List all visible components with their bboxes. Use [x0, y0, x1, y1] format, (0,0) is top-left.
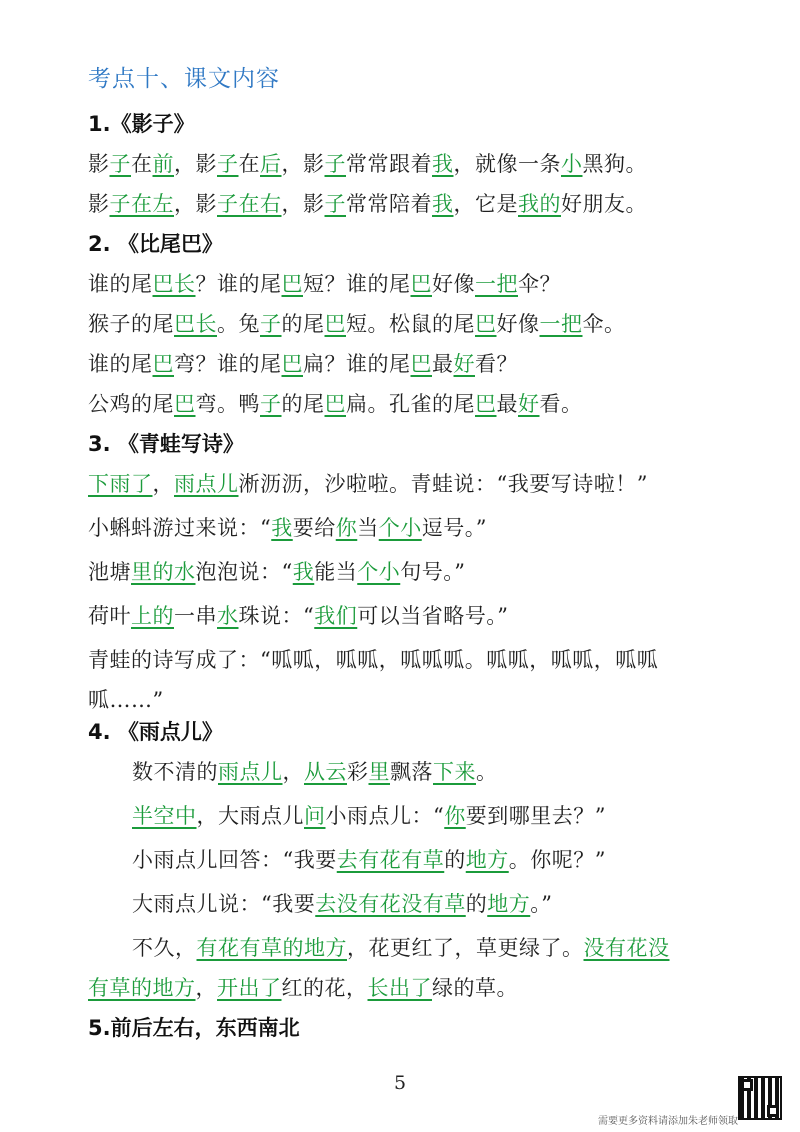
text-line [132, 800, 606, 830]
plain-text: 能当 [314, 560, 358, 584]
plain-text: 最 [432, 352, 454, 376]
highlighted-text: 没有花没 [583, 936, 670, 960]
plain-text: 数不清的 [132, 760, 218, 784]
highlighted-text: 前 [152, 152, 174, 176]
section-heading: 4. 《雨点儿》 [88, 720, 223, 744]
text-line [88, 388, 583, 418]
highlighted-text: 子 [324, 152, 346, 176]
plain-text: 影 [88, 152, 110, 176]
highlighted-text: 里 [368, 760, 390, 784]
highlighted-text: 好 [453, 352, 475, 376]
text-line [88, 556, 466, 586]
highlighted-text: 你 [335, 516, 358, 540]
plain-text: 伞。 [582, 312, 626, 336]
highlighted-text: 巴 [475, 392, 497, 416]
highlighted-text: 下雨了 [88, 472, 153, 496]
highlighted-text: 子 [260, 392, 282, 416]
highlighted-text: 子 [217, 152, 239, 176]
plain-text: 看。 [539, 392, 583, 416]
highlighted-text: 一把 [539, 312, 583, 336]
plain-text: 大雨点儿说：“我要 [132, 892, 316, 916]
plain-text: 不久， [132, 936, 197, 960]
plain-text: 猴子的尾 [88, 312, 174, 336]
plain-text: 。” [530, 892, 553, 916]
plain-text: 黑狗。 [582, 152, 647, 176]
highlighted-text: 里的水 [131, 560, 196, 584]
plain-text: 小雨点儿：“ [325, 804, 445, 828]
highlighted-text: 巴 [324, 312, 346, 336]
plain-text: 小雨点儿回答：“我要 [132, 848, 337, 872]
highlighted-text: 巴 [281, 352, 303, 376]
highlighted-text: 开出了 [217, 976, 282, 1000]
highlighted-text: 我 [292, 560, 315, 584]
plain-text: 谁的尾 [88, 272, 153, 296]
plain-text: 好朋友。 [561, 192, 647, 216]
plain-text: 句号。” [400, 560, 466, 584]
plain-text: 。你呢？” [508, 848, 606, 872]
highlighted-text: 巴 [152, 352, 174, 376]
highlighted-text: 子 [260, 312, 282, 336]
highlighted-text: 巴 [410, 352, 432, 376]
text-line [88, 468, 648, 498]
highlighted-text: 巴 [174, 392, 196, 416]
plain-text: 荷叶 [88, 604, 131, 628]
highlighted-text: 下来 [433, 760, 476, 784]
plain-text: 呱……” [88, 688, 164, 712]
plain-text: ，影 [281, 152, 325, 176]
text-line [88, 972, 518, 1002]
plain-text: 彩 [347, 760, 369, 784]
highlighted-text: 雨点儿 [174, 472, 239, 496]
highlighted-text: 子在右 [217, 192, 282, 216]
plain-text: 公鸡的尾 [88, 392, 174, 416]
plain-text: 伞？ [518, 272, 561, 296]
highlighted-text: 有草的地方 [88, 976, 196, 1000]
highlighted-text: 我 [432, 192, 454, 216]
highlighted-text: 小 [561, 152, 583, 176]
text-line [88, 684, 164, 714]
text-line [88, 188, 647, 218]
plain-text: 短。松鼠的尾 [346, 312, 475, 336]
text-line [88, 512, 487, 542]
plain-text: 的尾 [281, 392, 325, 416]
plain-text: 绿的草。 [432, 976, 518, 1000]
plain-text: 池塘 [88, 560, 131, 584]
text-line [88, 348, 518, 378]
highlighted-text: 巴 [475, 312, 497, 336]
plain-text: 可以当省略号。” [357, 604, 509, 628]
plain-text: 在 [238, 152, 260, 176]
plain-text: 珠说：“ [238, 604, 315, 628]
plain-text: 飘落 [390, 760, 433, 784]
highlighted-text: 子 [109, 152, 131, 176]
highlighted-text: 半空中 [132, 804, 197, 828]
plain-text: ，花更红了，草更绿了。 [347, 936, 584, 960]
text-line [88, 644, 658, 674]
plain-text: ，影 [281, 192, 325, 216]
plain-text: 的尾 [281, 312, 325, 336]
highlighted-text: 你 [444, 804, 466, 828]
highlighted-text: 地方 [487, 892, 531, 916]
highlighted-text: 我们 [314, 604, 358, 628]
highlighted-text: 我的 [518, 192, 561, 216]
highlighted-text: 问 [304, 804, 326, 828]
highlighted-text: 个小 [357, 560, 401, 584]
highlighted-text: 水 [217, 604, 239, 628]
section-title: 考点十、课文内容 [88, 66, 280, 92]
plain-text: 在 [131, 152, 153, 176]
plain-text: 短？谁的尾 [303, 272, 411, 296]
plain-text: 淅沥沥，沙啦啦。青蛙说：“我要写诗啦！” [238, 472, 648, 496]
text-line [132, 888, 553, 918]
plain-text: 。 [476, 760, 498, 784]
plain-text: 要给 [292, 516, 336, 540]
plain-text: 一串 [174, 604, 217, 628]
text-line [88, 268, 561, 298]
highlighted-text: 巴 [410, 272, 432, 296]
text-line [132, 844, 606, 874]
highlighted-text: 好 [518, 392, 540, 416]
footer-note: 需要更多资料请添加朱老师领取 [598, 1116, 738, 1127]
highlighted-text: 子 [324, 192, 346, 216]
highlighted-text: 巴长 [152, 272, 196, 296]
plain-text: ，就像一条 [453, 152, 561, 176]
plain-text: ， [195, 976, 217, 1000]
plain-text: 好像 [432, 272, 475, 296]
plain-text: 小蝌蚪游过来说：“ [88, 516, 272, 540]
plain-text: ， [282, 760, 304, 784]
plain-text: 青蛙的诗写成了：“呱呱，呱呱，呱呱呱。呱呱，呱呱，呱呱 [88, 648, 659, 672]
highlighted-text: 巴 [281, 272, 303, 296]
plain-text: 最 [496, 392, 518, 416]
plain-text: 弯。鸭 [195, 392, 260, 416]
section-heading: 2. 《比尾巴》 [88, 232, 223, 256]
section-heading: 5.前后左右，东西南北 [88, 1016, 300, 1040]
plain-text: 泡泡说：“ [195, 560, 293, 584]
section-heading: 1.《影子》 [88, 112, 195, 136]
highlighted-text: 地方 [465, 848, 509, 872]
page-number: 5 [393, 1072, 407, 1094]
highlighted-text: 巴 [324, 392, 346, 416]
plain-text: 逗号。” [421, 516, 487, 540]
plain-text: 红的花， [281, 976, 368, 1000]
plain-text: 看？ [475, 352, 518, 376]
plain-text: 的 [465, 892, 488, 916]
plain-text: ，大雨点儿 [196, 804, 304, 828]
highlighted-text: 去有花有草 [336, 848, 445, 872]
plain-text: 弯？谁的尾 [174, 352, 282, 376]
plain-text: 。兔 [217, 312, 260, 336]
highlighted-text: 有花有草的地方 [196, 936, 347, 960]
plain-text: 的 [444, 848, 466, 872]
highlighted-text: 个小 [378, 516, 422, 540]
plain-text: ， [152, 472, 174, 496]
highlighted-text: 雨点儿 [218, 760, 283, 784]
highlighted-text: 上的 [131, 604, 174, 628]
text-line [132, 756, 498, 786]
highlighted-text: 我 [271, 516, 293, 540]
plain-text: 常常陪着 [346, 192, 432, 216]
plain-text: ？谁的尾 [195, 272, 282, 296]
plain-text: 当 [357, 516, 379, 540]
text-line [88, 308, 626, 338]
highlighted-text: 去没有花没有草 [315, 892, 466, 916]
text-line [88, 148, 647, 178]
text-line [132, 932, 670, 962]
plain-text: 扁。孔雀的尾 [346, 392, 475, 416]
plain-text: 影 [88, 192, 110, 216]
plain-text: 好像 [496, 312, 540, 336]
highlighted-text: 后 [260, 152, 282, 176]
highlighted-text: 长出了 [367, 976, 432, 1000]
plain-text: 常常跟着 [346, 152, 432, 176]
plain-text: ，影 [174, 152, 217, 176]
text-line [88, 600, 509, 630]
plain-text: 谁的尾 [88, 352, 153, 376]
highlighted-text: 巴长 [174, 312, 217, 336]
plain-text: ，它是 [453, 192, 518, 216]
plain-text: ，影 [174, 192, 217, 216]
highlighted-text: 从云 [304, 760, 347, 784]
plain-text: 要到哪里去？” [465, 804, 606, 828]
section-heading: 3. 《青蛙写诗》 [88, 432, 244, 456]
highlighted-text: 一把 [475, 272, 518, 296]
highlighted-text: 我 [432, 152, 454, 176]
qr-code-icon [738, 1076, 782, 1120]
highlighted-text: 子在左 [109, 192, 174, 216]
plain-text: 扁？谁的尾 [303, 352, 411, 376]
